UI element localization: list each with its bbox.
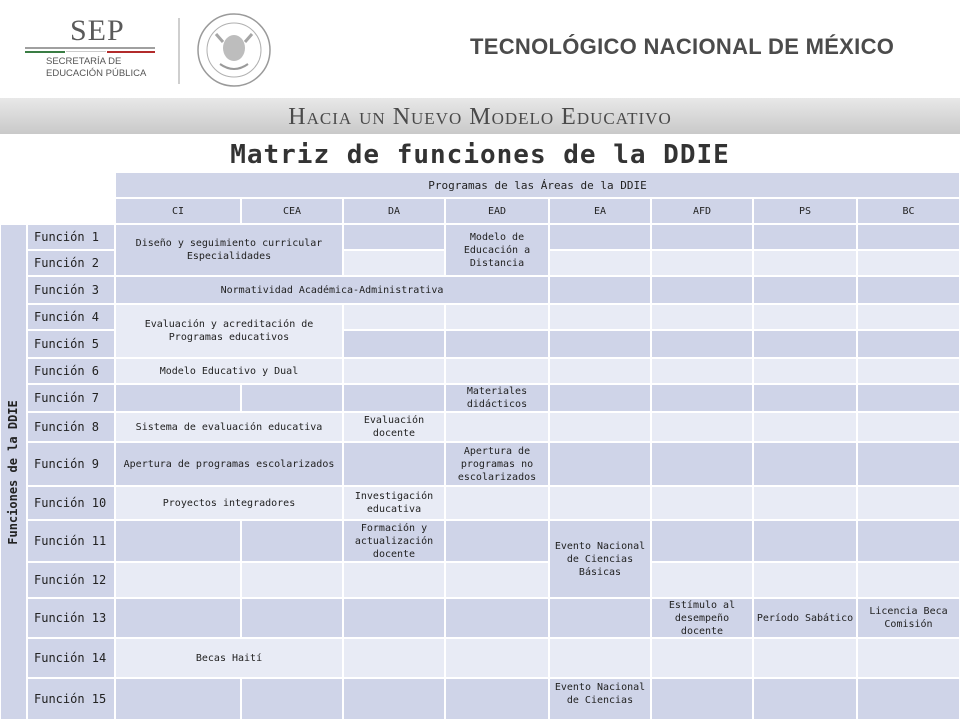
entry-materiales: Materiales didácticos	[445, 384, 549, 412]
empty-cell	[549, 358, 651, 384]
empty-cell	[857, 304, 960, 330]
function-row-label: Función 7	[27, 384, 115, 412]
empty-cell	[445, 412, 549, 442]
empty-cell	[651, 224, 753, 250]
function-row-label: Función 8	[27, 412, 115, 442]
empty-cell	[445, 678, 549, 720]
empty-cell	[343, 358, 445, 384]
empty-cell	[857, 224, 960, 250]
entry-formacion-docente: Formación y actualización docente	[343, 520, 445, 562]
entry-evaluacion-docente: Evaluación docente	[343, 412, 445, 442]
empty-cell	[651, 304, 753, 330]
empty-cell	[343, 678, 445, 720]
empty-cell	[549, 486, 651, 520]
empty-cell	[753, 358, 857, 384]
empty-cell	[753, 412, 857, 442]
empty-cell	[857, 358, 960, 384]
empty-cell	[343, 250, 445, 276]
empty-cell	[857, 562, 960, 598]
sep-logo-white-bar	[66, 51, 106, 54]
empty-cell	[857, 330, 960, 358]
function-row-label: Función 9	[27, 442, 115, 486]
function-row-label: Función 11	[27, 520, 115, 562]
empty-cell	[241, 384, 343, 412]
empty-cell	[343, 304, 445, 330]
empty-cell	[241, 678, 343, 720]
function-row-label: Función 1	[27, 224, 115, 250]
empty-cell	[343, 330, 445, 358]
column-header-ead: EAD	[445, 198, 549, 224]
sep-logo-green-bar	[25, 51, 65, 53]
empty-cell	[753, 330, 857, 358]
empty-cell	[445, 520, 549, 562]
empty-cell	[753, 520, 857, 562]
empty-cell	[651, 678, 753, 720]
empty-cell	[241, 562, 343, 598]
empty-cell	[343, 638, 445, 678]
entry-periodo-sabatico: Período Sabático	[753, 598, 857, 638]
empty-cell	[857, 412, 960, 442]
function-row-label: Función 13	[27, 598, 115, 638]
entry-becas-haiti: Becas Haití	[115, 638, 343, 678]
empty-cell	[857, 250, 960, 276]
empty-cell	[753, 678, 857, 720]
empty-cell	[343, 384, 445, 412]
empty-cell	[753, 276, 857, 304]
empty-cell	[753, 562, 857, 598]
sep-subtitle-line-2: EDUCACIÓN PÚBLICA	[46, 68, 147, 79]
empty-cell	[445, 304, 549, 330]
entry-investigacion-educativa: Investigación educativa	[343, 486, 445, 520]
empty-cell	[857, 520, 960, 562]
entry-estimulo-desempeno: Estímulo al desempeño docente	[651, 598, 753, 638]
empty-cell	[549, 638, 651, 678]
empty-cell	[753, 486, 857, 520]
entry-evento-ciencias: Evento Nacional de Ciencias Básicas	[549, 520, 651, 598]
function-row-label: Función 10	[27, 486, 115, 520]
entry-evento-ciencias-2: Evento Nacional de Ciencias	[549, 678, 651, 720]
empty-cell	[115, 520, 241, 562]
empty-cell	[241, 598, 343, 638]
empty-cell	[753, 250, 857, 276]
function-row-label: Función 14	[27, 638, 115, 678]
empty-cell	[753, 384, 857, 412]
entry-modelo-dual: Modelo Educativo y Dual	[115, 358, 343, 384]
entry-licencia-beca: Licencia Beca Comisión	[857, 598, 960, 638]
empty-cell	[753, 442, 857, 486]
entry-proyectos-integradores: Proyectos integradores	[115, 486, 343, 520]
empty-cell	[115, 598, 241, 638]
empty-cell	[651, 330, 753, 358]
empty-cell	[115, 562, 241, 598]
empty-cell	[651, 442, 753, 486]
empty-cell	[753, 304, 857, 330]
empty-cell	[445, 330, 549, 358]
empty-cell	[651, 250, 753, 276]
column-header-bc: BC	[857, 198, 960, 224]
empty-cell	[549, 224, 651, 250]
column-header-cea: CEA	[241, 198, 343, 224]
empty-cell	[445, 638, 549, 678]
empty-cell	[651, 384, 753, 412]
empty-cell	[651, 276, 753, 304]
empty-cell	[857, 442, 960, 486]
empty-cell	[651, 412, 753, 442]
empty-cell	[651, 520, 753, 562]
national-seal-icon	[196, 12, 272, 88]
empty-cell	[549, 250, 651, 276]
function-row-label: Función 12	[27, 562, 115, 598]
empty-cell	[115, 678, 241, 720]
page-title: Matriz de funciones de la DDIE	[230, 140, 730, 170]
entry-modelo-distancia: Modelo de Educación a Distancia	[445, 224, 549, 276]
empty-cell	[241, 520, 343, 562]
empty-cell	[445, 598, 549, 638]
empty-cell	[857, 678, 960, 720]
function-row-label: Función 6	[27, 358, 115, 384]
empty-cell	[753, 224, 857, 250]
empty-cell	[343, 224, 445, 250]
institution-name: TECNOLÓGICO NACIONAL DE MÉXICO	[470, 34, 895, 59]
empty-cell	[549, 304, 651, 330]
empty-cell	[343, 442, 445, 486]
empty-cell	[857, 638, 960, 678]
empty-cell	[549, 442, 651, 486]
empty-cell	[445, 562, 549, 598]
function-row-label: Función 5	[27, 330, 115, 358]
function-row-label: Función 2	[27, 250, 115, 276]
empty-cell	[651, 562, 753, 598]
empty-cell	[549, 412, 651, 442]
sep-logo-red-bar	[107, 51, 155, 53]
header-divider	[178, 18, 180, 84]
empty-cell	[115, 384, 241, 412]
empty-cell	[857, 486, 960, 520]
entry-apertura-escolarizados: Apertura de programas escolarizados	[115, 442, 343, 486]
empty-cell	[651, 486, 753, 520]
sep-logo-subtitle	[46, 56, 146, 80]
empty-cell	[651, 638, 753, 678]
empty-cell	[343, 562, 445, 598]
function-row-label: Función 15	[27, 678, 115, 720]
empty-cell	[857, 276, 960, 304]
empty-cell	[857, 384, 960, 412]
programs-group-header: Programas de las Áreas de la DDIE	[115, 172, 960, 198]
entry-normatividad: Normatividad Académica-Administrativa	[115, 276, 549, 304]
empty-cell	[445, 486, 549, 520]
empty-cell	[753, 638, 857, 678]
column-header-ci: CI	[115, 198, 241, 224]
function-row-label: Función 3	[27, 276, 115, 304]
empty-cell	[445, 358, 549, 384]
sep-logo-text: SEP	[70, 14, 125, 47]
empty-cell	[343, 598, 445, 638]
empty-cell	[549, 598, 651, 638]
entry-diseno-curricular: Diseño y seguimiento curricular Especialidades	[115, 224, 343, 276]
column-header-ea: EA	[549, 198, 651, 224]
empty-cell	[549, 330, 651, 358]
slogan-text: Hacia un Nuevo Modelo Educativo	[288, 104, 672, 130]
empty-cell	[651, 358, 753, 384]
column-header-ps: PS	[753, 198, 857, 224]
entry-evaluacion-acreditacion: Evaluación y acreditación de Programas educativos	[115, 304, 343, 358]
empty-cell	[549, 276, 651, 304]
empty-cell	[549, 384, 651, 412]
column-header-da: DA	[343, 198, 445, 224]
side-label-text: Funciones de la DDIE	[6, 399, 20, 545]
function-row-label: Función 4	[27, 304, 115, 330]
entry-apertura-no-escolarizados: Apertura de programas no escolarizados	[445, 442, 549, 486]
functions-side-label	[0, 224, 27, 720]
column-header-afd: AFD	[651, 198, 753, 224]
entry-sistema-evaluacion: Sistema de evaluación educativa	[115, 412, 343, 442]
sep-subtitle-line-1: SECRETARÍA DE	[46, 56, 122, 67]
sep-logo-rule	[25, 47, 155, 49]
